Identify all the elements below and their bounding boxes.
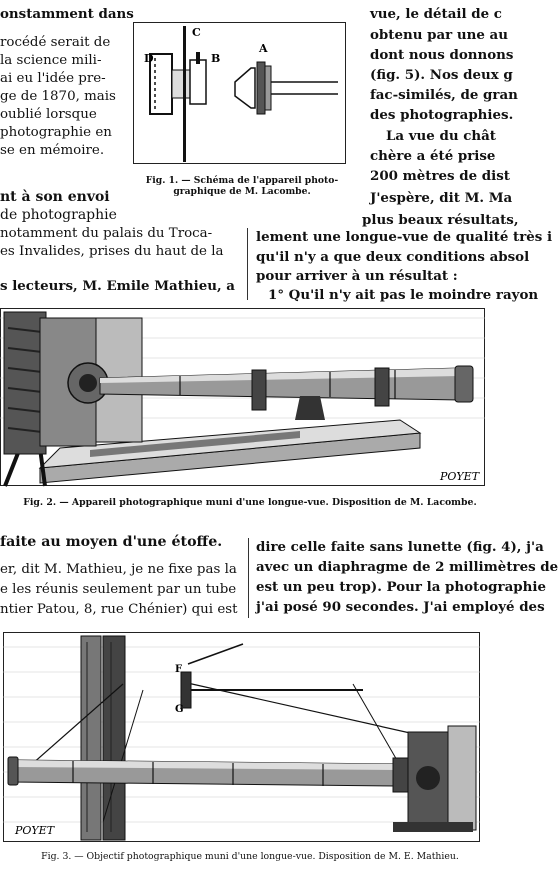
text-line: chère a été prise	[370, 148, 496, 164]
text-line: La vue du chât	[386, 128, 496, 144]
engraver-signature: POYET	[15, 824, 55, 837]
figure-1-svg	[133, 22, 346, 164]
figure-3-caption: Fig. 3. — Objectif photographique muni d'une longue-vue. Disposition de M. E. Mathieu.	[41, 851, 459, 862]
label-f: F	[175, 664, 183, 675]
label-g: G	[175, 704, 184, 715]
text-line: plus beaux résultats,	[362, 212, 519, 228]
text-line: faite au moyen d'une étoffe.	[0, 534, 223, 550]
text-line: la science mili-	[0, 53, 102, 68]
text-line: rocédé serait de	[0, 35, 111, 50]
caption-line: Fig. 1. — Schéma de l'appareil photo-	[145, 175, 339, 186]
label-c: C	[192, 26, 201, 39]
text-line: es Invalides, prises du haut de la	[0, 244, 224, 259]
text-line: er, dit M. Mathieu, je ne fixe pas la	[0, 562, 237, 577]
text-line: ntier Patou, 8, rue Chénier) qui est	[0, 602, 238, 617]
text-line: dont nous donnons	[370, 47, 514, 63]
text-line: J'espère, dit M. Ma	[370, 190, 513, 206]
text-line: des photographies.	[370, 107, 514, 123]
text-line: dire celle faite sans lunette (fig. 4), j'a	[256, 539, 544, 555]
figure-2-svg	[0, 308, 485, 486]
text-line: notamment du palais du Troca-	[0, 226, 213, 241]
text-line: (fig. 5). Nos deux g	[370, 67, 513, 83]
label-b: B	[211, 52, 221, 65]
figure-2-illustration	[0, 308, 485, 486]
figure-2-caption: Fig. 2. — Appareil photographique muni d'une longue-vue. Disposition de M. Lacombe.	[23, 497, 477, 508]
text-line: se en mémoire.	[0, 143, 105, 158]
column-rule	[248, 538, 249, 618]
text-line: obtenu par une au	[370, 27, 508, 43]
text-line: de photographie	[0, 207, 117, 223]
text-line: e les réunis seulement par un tube	[0, 582, 237, 597]
text-line: ge de 1870, mais	[0, 89, 116, 104]
text-line: nt à son envoi	[0, 189, 110, 205]
caption-line: graphique de M. Lacombe.	[173, 186, 311, 197]
text-line: onstamment dans	[0, 6, 134, 22]
text-line: lement une longue-vue de qualité très i	[256, 229, 553, 245]
column-rule	[247, 228, 248, 300]
label-a: A	[259, 42, 268, 55]
figure-3-svg	[3, 632, 480, 842]
text-line: 1° Qu'il n'y ait pas le moindre rayon	[268, 287, 539, 303]
text-line: est un peu trop). Pour la photographie	[256, 579, 546, 595]
text-line: s lecteurs, M. Emile Mathieu, a	[0, 278, 235, 294]
text-line: fac-similés, de gran	[370, 87, 518, 103]
figure-3-illustration	[3, 632, 480, 842]
text-line: photographie en	[0, 125, 112, 140]
text-line: ai eu l'idée pre-	[0, 71, 106, 86]
figure-1-diagram	[133, 22, 346, 164]
engraver-signature: POYET	[440, 470, 480, 483]
figure-1-caption	[138, 175, 346, 197]
text-line: j'ai posé 90 secondes. J'ai employé des	[256, 599, 545, 615]
text-line: vue, le détail de c	[370, 6, 502, 22]
text-line: oublié lorsque	[0, 107, 97, 122]
text-line: pour arriver à un résultat :	[256, 268, 458, 284]
label-d: D	[144, 52, 154, 65]
text-line: avec un diaphragme de 2 millimètres de	[256, 559, 558, 575]
text-line: 200 mètres de dist	[370, 168, 510, 184]
text-line: qu'il n'y a que deux conditions absol	[256, 249, 530, 265]
